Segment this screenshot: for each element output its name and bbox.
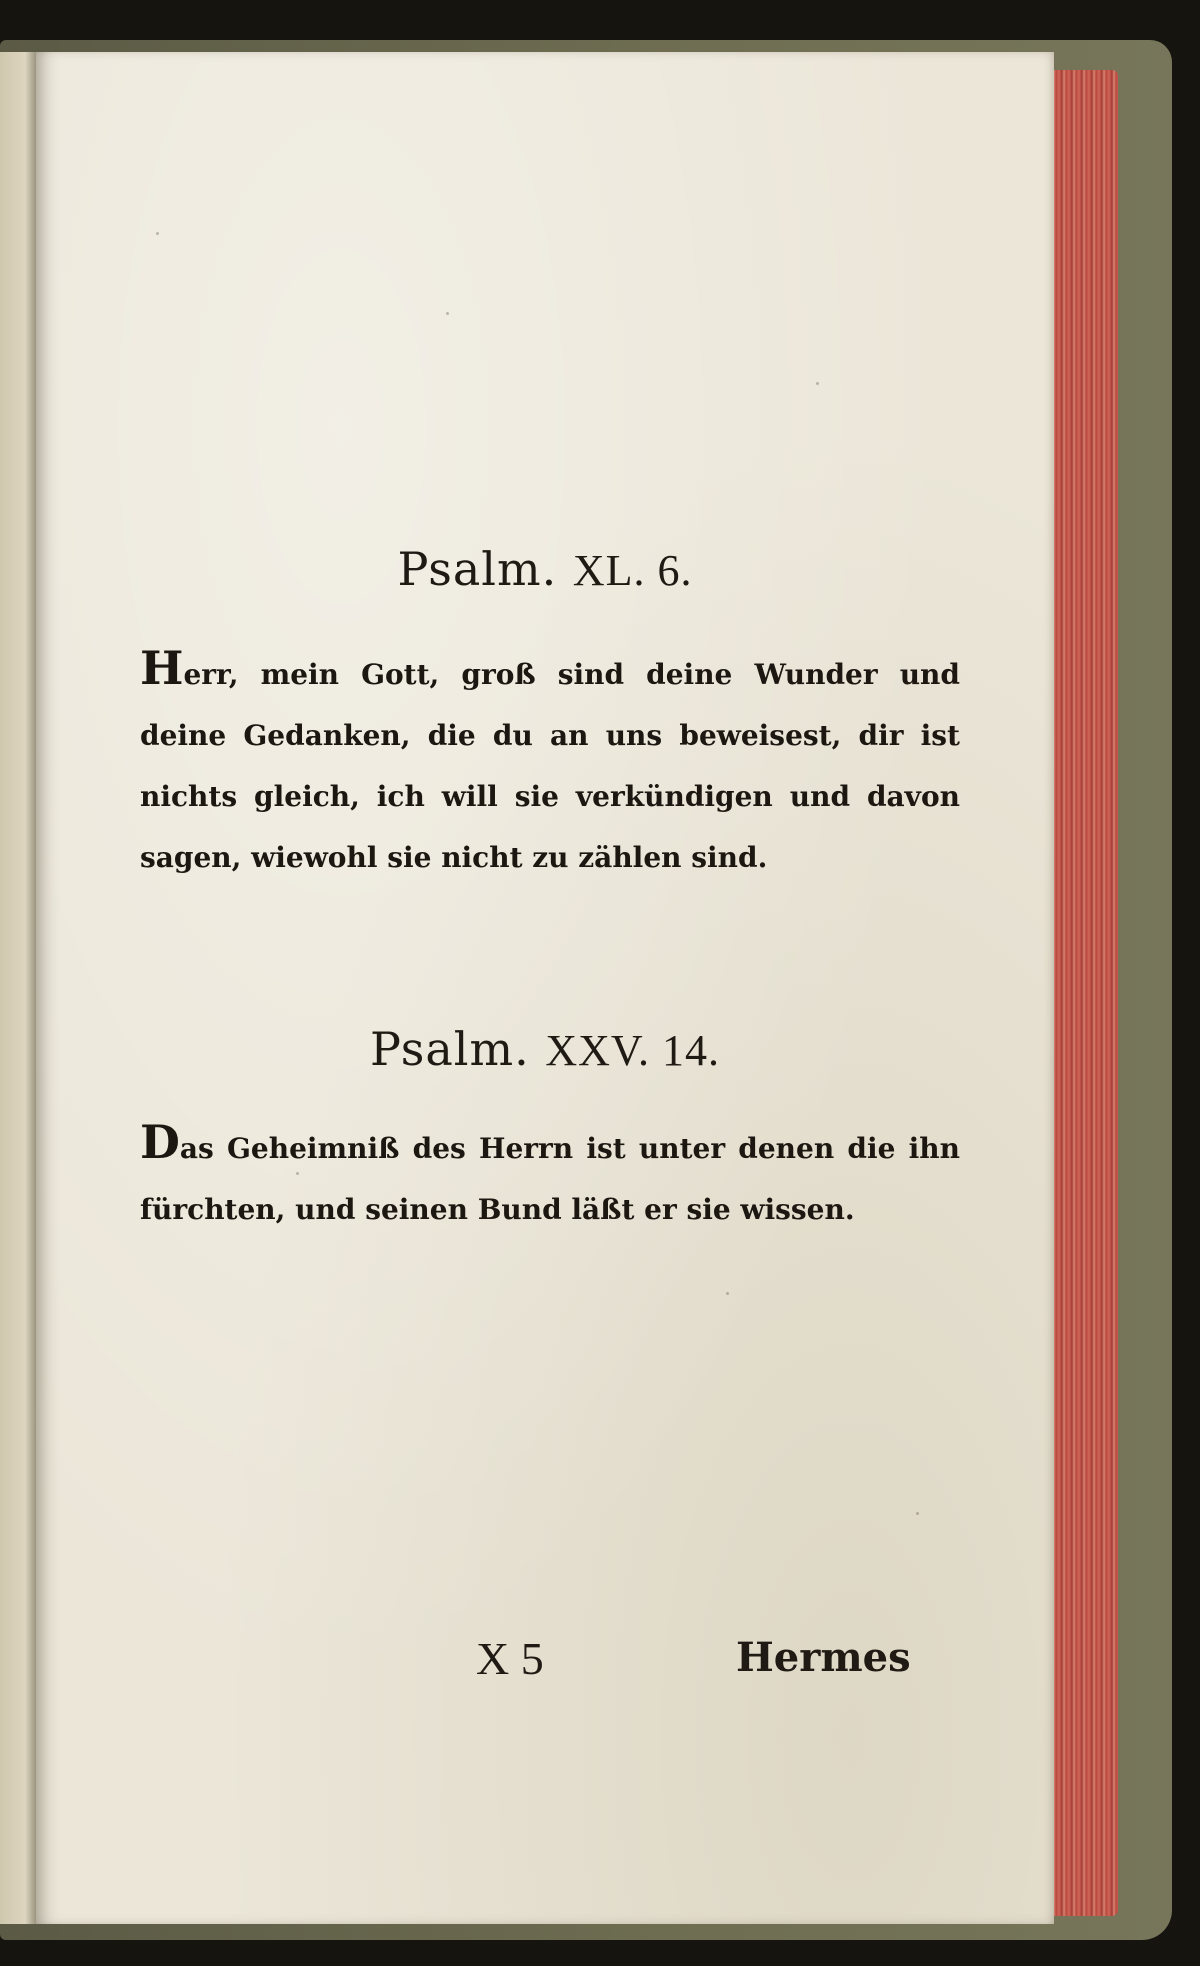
psalm-verse-2	[140, 1115, 960, 1240]
psalm-heading-2	[36, 1022, 1054, 1076]
psalm-verse-1	[140, 641, 960, 888]
paper-speck	[916, 1512, 919, 1515]
heading-word: Psalm.	[370, 1022, 530, 1076]
paper-speck	[446, 312, 449, 315]
verse-text: err, mein Gott, groß sind deine Wunder und deine Gedanken, die du an uns beweisest, dir ist nichts gleich, ich will sie verkündigen und davon sagen, wiewohl sie nicht zu zählen sind.	[140, 658, 960, 874]
book-page	[36, 52, 1054, 1924]
dropcap: H	[140, 641, 184, 695]
paper-speck	[816, 382, 819, 385]
paper-speck	[726, 1292, 729, 1295]
dropcap: D	[140, 1115, 180, 1169]
facing-page-edge	[0, 52, 36, 1924]
heading-word: Psalm.	[397, 542, 558, 596]
heading-reference: XXV. 14.	[545, 1026, 720, 1075]
heading-reference: XL. 6.	[572, 546, 693, 595]
signature-mark: X 5	[476, 1633, 544, 1684]
psalm-heading-1	[36, 542, 1054, 596]
red-page-edges	[1046, 70, 1118, 1916]
paper-speck	[156, 232, 159, 235]
catchword: Hermes	[736, 1634, 911, 1681]
verse-text: as Geheimniß des Herrn ist unter denen die ihn fürchten, und seinen Bund läßt er sie wissen.	[140, 1132, 960, 1226]
